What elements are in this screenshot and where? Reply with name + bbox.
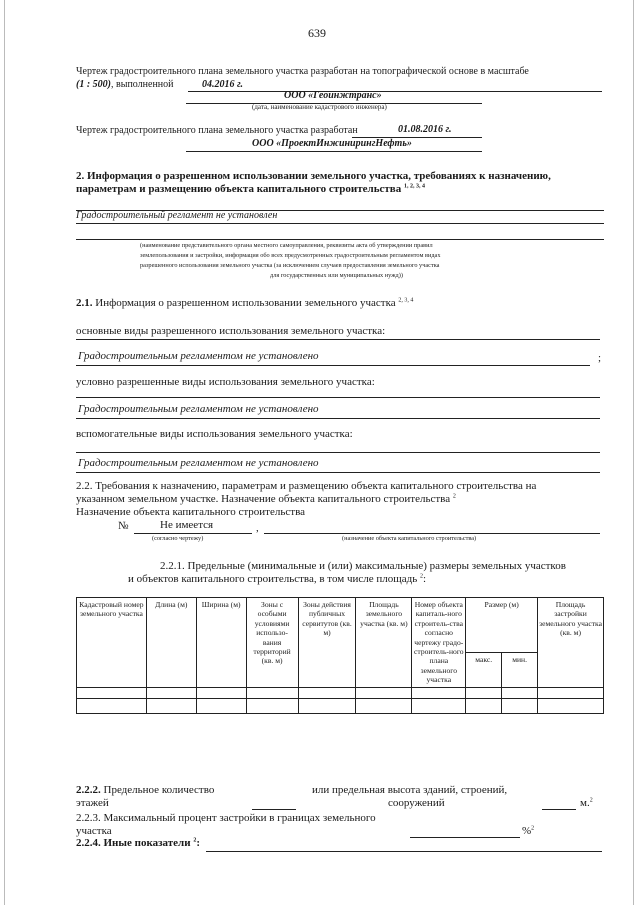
s2-1-num: 2.1. [76, 297, 93, 309]
section2-heading-sup: 1, 2, 3, 4 [403, 183, 425, 190]
drawing2-org-line [186, 151, 482, 152]
regulation-value: Градостроительный регламент не установлен [76, 210, 278, 221]
s2-2-4-line [76, 837, 200, 849]
page-number: 639 [308, 26, 326, 40]
drawing1-date: 04.2016 г. [202, 79, 244, 90]
height-unit-sup: 2 [589, 797, 593, 804]
col-cadastral-number: Кадастровый номер земельного участка [77, 598, 147, 688]
col-plot-area: Площадь земельного участка (кв. м) [356, 598, 412, 688]
main-uses-value: Градостроительным регламентом не установлено [78, 350, 319, 362]
s2-2-2-right2: сооружений [388, 797, 445, 809]
s2-1-sup: 2, 3, 4 [398, 297, 414, 304]
drawing1-org-caption: (дата, наименование кадастрового инженера) [252, 103, 387, 111]
drawing1-org: ООО «Геоинжтранс» [284, 90, 382, 101]
regulation-line-2 [76, 239, 604, 240]
drawing2-org: ООО «ПроектИнжинирингНефть» [252, 138, 412, 149]
regulation-caption-3: разрешенного использования земельного участка (за исключением случаев предоставления земельного участка [140, 262, 440, 269]
regulation-caption-1: (наименование представительного органа местного самоуправления, реквизиты акта об утверждении правил [140, 242, 433, 249]
s2-2-line3: Назначение объекта капитального строительства [76, 506, 306, 518]
s2-2-2-right1: или предельная высота зданий, строений, [312, 784, 508, 796]
page-edge-right [633, 0, 634, 905]
s2-2-4-colon: : [196, 837, 200, 849]
main-uses-line-top [76, 339, 600, 340]
col-special-zones: Зоны с особыми условиями использо-вания территорий (кв. м) [246, 598, 298, 688]
height-unit-text: м. [580, 797, 590, 809]
s2-2-3-line1: 2.2.3. Максимальный процент застройки в границах земельного [76, 812, 376, 824]
aux-uses-label: вспомогательные виды использования земельного участка: [76, 428, 353, 440]
table-header-row [77, 598, 604, 653]
s2-2-line2-text: указанном земельном участке. Назначение объекта капитального строительства [76, 493, 451, 505]
s2-2-1-line2-text: и объектов капитального строительства, в том числе площадь [128, 573, 418, 585]
s2-1-title: Информация о разрешенном использовании земельного участка [92, 297, 396, 309]
drawing1-line2 [76, 79, 174, 90]
floors-fill-line [252, 809, 296, 810]
conditional-uses-label: условно разрешенные виды использования земельного участка: [76, 376, 375, 388]
object-purpose-line [264, 533, 600, 534]
drawing2-date: 01.08.2016 г. [398, 124, 452, 135]
s2-2-1-line2 [128, 573, 426, 585]
drawing2-text: Чертеж градостроительного плана земельного участка разработан [76, 125, 358, 136]
regulation-line [76, 223, 604, 224]
drawing1-text: Чертеж градостроительного плана земельного участка разработан на топографической основе в масштабе [76, 66, 529, 77]
col-length: Длина (м) [146, 598, 196, 688]
other-indicators-line [206, 851, 602, 852]
plot-parameters-table [76, 597, 604, 714]
table-row [77, 687, 604, 698]
aux-uses-line-top [76, 452, 600, 453]
regulation-caption-2: землепользования и застройки, информация обо всех предусмотренных градостроительным регламентом видах [140, 252, 441, 259]
conditional-uses-line [76, 418, 600, 419]
main-uses-line [76, 365, 590, 366]
col-size-min: мин. [502, 653, 538, 688]
section2-heading-2 [76, 183, 425, 195]
section2-heading-2-text: параметрам и размещению объекта капитального строительства [76, 183, 402, 195]
main-uses-semicolon: ; [598, 352, 602, 364]
aux-uses-value: Градостроительным регламентом не установлено [78, 457, 319, 469]
conditional-uses-value: Градостроительным регламентом не установлено [78, 403, 319, 415]
col-size: Размер (м) [466, 598, 538, 653]
s2-2-2-left1: Предельное количество [100, 784, 215, 796]
s2-2-2-line1 [76, 784, 214, 796]
drawing1-fill-line [188, 91, 602, 92]
coverage-fill-line [410, 837, 520, 838]
table-row [77, 698, 604, 713]
s2-2-1-colon: : [422, 573, 427, 585]
s2-1-heading [76, 297, 413, 309]
height-fill-line [542, 809, 576, 810]
drawing1-executed: , выполненной [111, 79, 174, 90]
s2-2-4-text: 2.2.4. Иные показатели [76, 837, 191, 849]
s2-2-1-sup: 2 [419, 573, 423, 580]
height-unit [580, 797, 593, 809]
aux-uses-line [76, 472, 600, 473]
object-comma: , [256, 522, 259, 534]
conditional-uses-line-top [76, 397, 600, 398]
col-width: Ширина (м) [196, 598, 246, 688]
coverage-unit-sup: 2 [531, 825, 535, 832]
s2-2-2-num: 2.2.2. [76, 784, 101, 796]
scale-value: (1 : 500) [76, 79, 111, 90]
regulation-caption-4: для государственных или муниципальных нужд)) [270, 272, 403, 279]
s2-2-line2-sup: 2 [452, 493, 456, 500]
s2-2-line1: 2.2. Требования к назначению, параметрам и размещению объекта капитального строительства на [76, 480, 537, 492]
col-servitude-zones: Зоны действия публичных сервитутов (кв. м) [298, 598, 356, 688]
coverage-unit-text: % [522, 825, 532, 837]
s2-2-2-left2: этажей [76, 797, 109, 809]
page-edge-left [4, 0, 5, 905]
object-no-label: № [118, 520, 129, 532]
main-uses-label: основные виды разрешенного использования земельного участка: [76, 325, 386, 337]
col-object-number: Номер объекта капиталь-ного строитель-ства согласно чертежу градо-строитель-ного плана земельного участка [412, 598, 466, 688]
col-size-max: макс. [466, 653, 502, 688]
s2-2-line2 [76, 493, 456, 505]
s2-2-1-line1: 2.2.1. Предельные (минимальные и (или) максимальные) размеры земельных участков [160, 560, 566, 572]
object-no-value: Не имеется [160, 519, 214, 531]
s2-2-4-sup: 2 [193, 837, 197, 844]
section2-heading-1: 2. Информация о разрешенном использовании земельного участка, требованиях к назначению, [76, 170, 551, 182]
object-no-line [134, 533, 252, 534]
s2-2-3-line2: участка [76, 825, 112, 837]
object-purpose-caption: (назначение объекта капитального строительства) [342, 535, 477, 542]
col-built-area: Площадь застройки земельного участка (кв. м) [538, 598, 604, 688]
coverage-unit [522, 825, 534, 837]
object-no-caption: (согласно чертежу) [152, 535, 204, 542]
